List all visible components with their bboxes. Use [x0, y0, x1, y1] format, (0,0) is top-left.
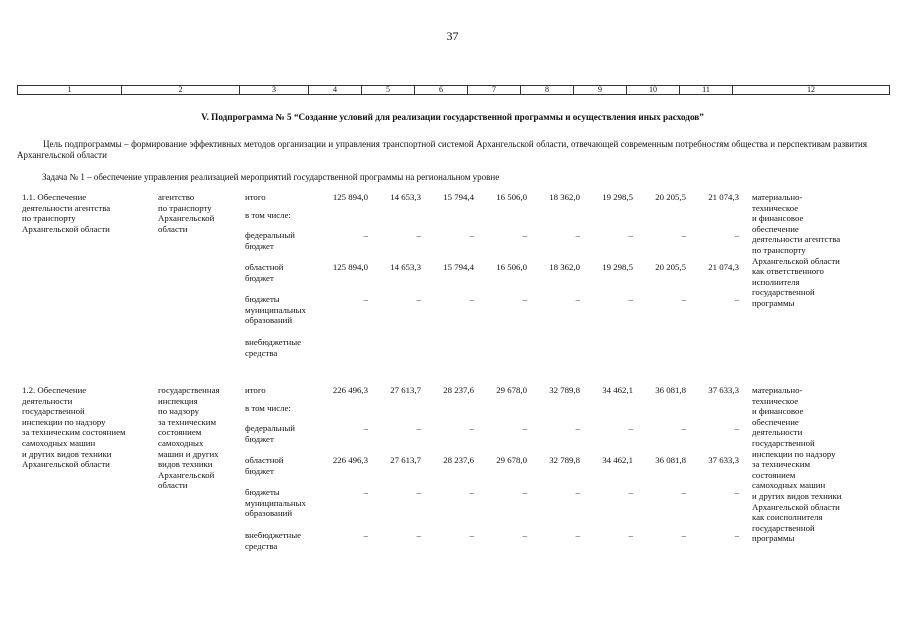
funding-value: –: [469, 423, 474, 433]
funding-source-label: итого: [245, 192, 266, 202]
expected-result: материально- техническое и финансовое обеспечение деятельности государственной инспекции по надзору за техническим состоянием самоходных машин и других видов техники Архангельской области как соисполнителя государственной программы: [752, 385, 842, 544]
funding-value: –: [575, 294, 580, 304]
funding-value: –: [575, 487, 580, 497]
funding-source-label: бюджеты муниципальных образований: [245, 294, 306, 326]
column-number-header: [17, 85, 890, 95]
funding-value: 32 789,8: [549, 455, 580, 465]
funding-value: –: [416, 294, 421, 304]
activity-name: 1.2. Обеспечение деятельности государственной инспекции по надзору за техническим состоянием самоходных машин и других видов техники Архангельской области: [22, 385, 126, 470]
funding-value: –: [628, 530, 633, 540]
funding-value: –: [522, 423, 527, 433]
activity-name: 1.1. Обеспечение деятельности агентства по транспорту Архангельской области: [22, 192, 111, 234]
funding-value: 19 298,5: [602, 192, 633, 202]
funding-value: –: [363, 487, 368, 497]
funding-value: 15 794,4: [443, 192, 474, 202]
funding-value: –: [734, 230, 739, 240]
funding-value: 226 496,3: [332, 385, 368, 395]
column-number: 11: [680, 86, 733, 95]
funding-source-label: в том числе:: [245, 403, 291, 413]
funding-value: 32 789,8: [549, 385, 580, 395]
column-number: 5: [362, 86, 415, 95]
funding-value: 34 462,1: [602, 455, 633, 465]
funding-value: –: [681, 294, 686, 304]
funding-value: –: [734, 530, 739, 540]
funding-value: –: [734, 487, 739, 497]
expected-result: материально- техническое и финансовое обеспечение деятельности агентства по транспорту Архангельской области как ответственного исполнителя государственной программы: [752, 192, 841, 308]
funding-value: –: [363, 230, 368, 240]
funding-value: 19 298,5: [602, 262, 633, 272]
task-heading: Задача № 1 – обеспечение управления реализацией мероприятий государственной программы на региональном уровне: [42, 172, 500, 182]
column-number: 8: [521, 86, 574, 95]
funding-value: 14 653,3: [390, 192, 421, 202]
funding-source-label: внебюджетные средства: [245, 530, 302, 551]
funding-value: 226 496,3: [332, 455, 368, 465]
column-number: 12: [733, 86, 890, 95]
funding-value: –: [628, 294, 633, 304]
funding-value: 18 362,0: [549, 192, 580, 202]
executor: государственная инспекция по надзору за техническим состоянием самоходных машин и других видов техники Архангельской области: [158, 385, 220, 491]
funding-value: 21 074,3: [708, 192, 739, 202]
executor: агентство по транспорту Архангельской области: [158, 192, 215, 234]
funding-value: –: [681, 530, 686, 540]
column-number: 4: [309, 86, 362, 95]
funding-value: –: [628, 230, 633, 240]
funding-value: –: [469, 294, 474, 304]
funding-value: 36 081,8: [655, 385, 686, 395]
subprogram-title: V. Подпрограмма № 5 “Создание условий для реализации государственной программы и осуществления иных расходов”: [201, 112, 704, 122]
column-number: 3: [240, 86, 309, 95]
funding-source-label: внебюджетные средства: [245, 337, 302, 358]
funding-value: 28 237,6: [443, 385, 474, 395]
funding-value: –: [363, 530, 368, 540]
funding-value: –: [416, 487, 421, 497]
funding-value: –: [522, 530, 527, 540]
funding-source-label: федеральный бюджет: [245, 230, 295, 251]
funding-value: –: [469, 530, 474, 540]
funding-value: 20 205,5: [655, 262, 686, 272]
column-number: 10: [627, 86, 680, 95]
funding-source-label: бюджеты муниципальных образований: [245, 487, 306, 519]
funding-source-label: федеральный бюджет: [245, 423, 295, 444]
funding-value: –: [575, 530, 580, 540]
column-number: 1: [18, 86, 122, 95]
funding-source-label: итого: [245, 385, 266, 395]
column-number: 7: [468, 86, 521, 95]
page-number: 37: [446, 29, 459, 43]
funding-value: 125 894,0: [332, 262, 368, 272]
funding-value: 29 678,0: [496, 385, 527, 395]
funding-value: 36 081,8: [655, 455, 686, 465]
funding-value: 14 653,3: [390, 262, 421, 272]
funding-value: 27 613,7: [390, 385, 421, 395]
column-number: 2: [122, 86, 240, 95]
funding-source-label: областной бюджет: [245, 455, 284, 476]
funding-value: –: [734, 423, 739, 433]
funding-value: –: [628, 487, 633, 497]
subprogram-goal: Цель подпрограммы – формирование эффективных методов организации и управления транспортной системой Архангельской области, отвечающей современным потребностям общества и перспективам развития Архангельской области: [17, 139, 867, 160]
funding-value: 16 506,0: [496, 262, 527, 272]
funding-value: 125 894,0: [332, 192, 368, 202]
funding-source-label: областной бюджет: [245, 262, 284, 283]
funding-value: 15 794,4: [443, 262, 474, 272]
funding-value: –: [575, 230, 580, 240]
funding-value: 27 613,7: [390, 455, 421, 465]
funding-source-label: в том числе:: [245, 210, 291, 220]
funding-value: –: [522, 294, 527, 304]
funding-value: –: [469, 487, 474, 497]
funding-value: –: [628, 423, 633, 433]
funding-value: –: [522, 230, 527, 240]
funding-value: 28 237,6: [443, 455, 474, 465]
funding-value: –: [416, 230, 421, 240]
funding-value: –: [575, 423, 580, 433]
funding-value: –: [363, 423, 368, 433]
funding-value: –: [681, 230, 686, 240]
funding-value: 34 462,1: [602, 385, 633, 395]
funding-value: 37 633,3: [708, 385, 739, 395]
column-number: 6: [415, 86, 468, 95]
funding-value: 21 074,3: [708, 262, 739, 272]
funding-value: –: [416, 530, 421, 540]
funding-value: –: [734, 294, 739, 304]
funding-value: –: [469, 230, 474, 240]
funding-value: 20 205,5: [655, 192, 686, 202]
funding-value: –: [416, 423, 421, 433]
funding-value: 29 678,0: [496, 455, 527, 465]
funding-value: 18 362,0: [549, 262, 580, 272]
funding-value: –: [363, 294, 368, 304]
funding-value: –: [681, 423, 686, 433]
funding-value: 16 506,0: [496, 192, 527, 202]
funding-value: –: [522, 487, 527, 497]
funding-value: 37 633,3: [708, 455, 739, 465]
column-number: 9: [574, 86, 627, 95]
funding-value: –: [681, 487, 686, 497]
